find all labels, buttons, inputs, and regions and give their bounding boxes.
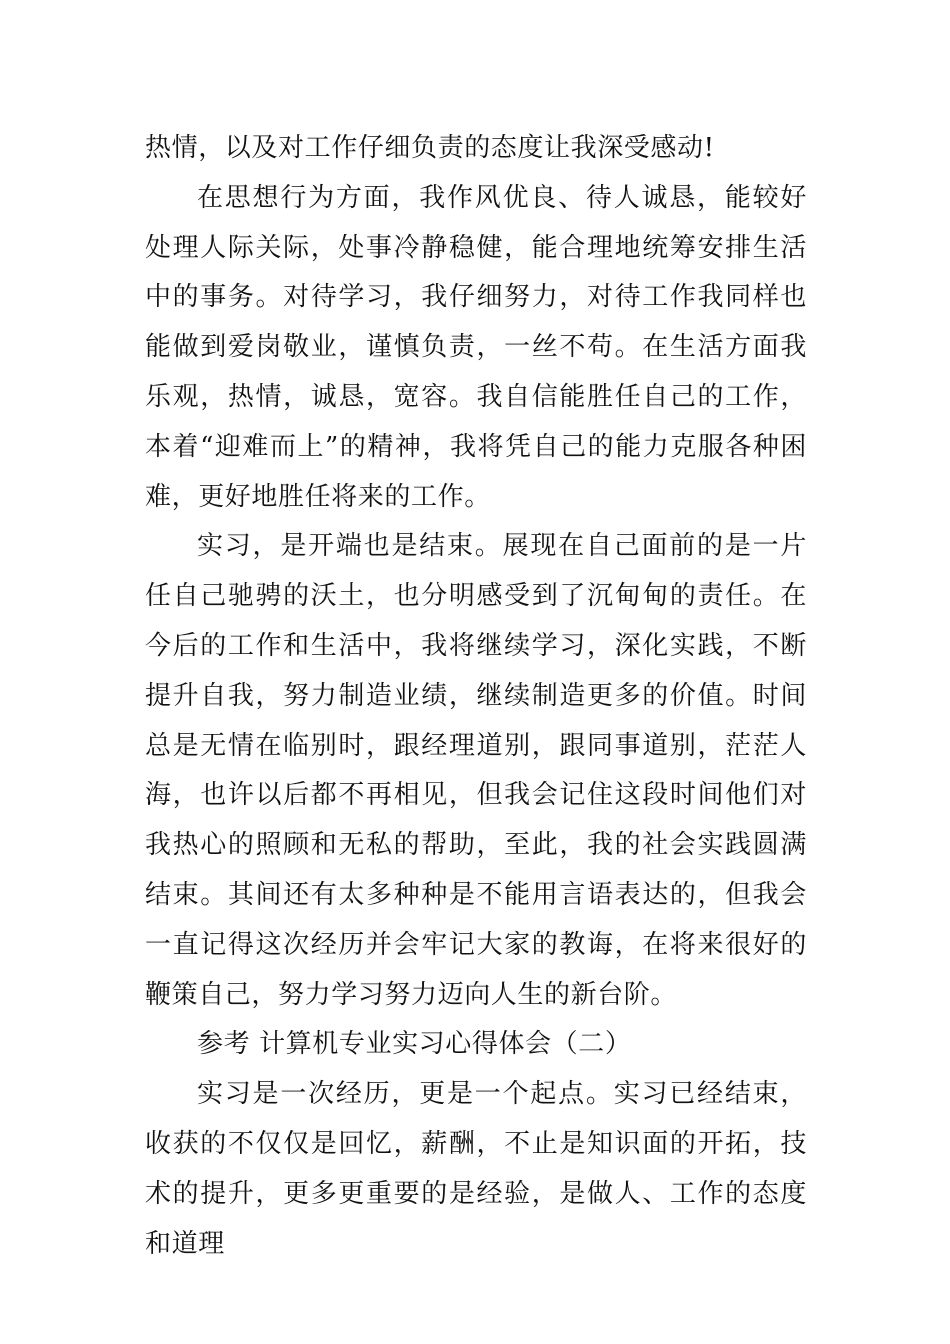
paragraph-internship-experience: 实习是一次经历，更是一个起点。实习已经结束，收获的不仅仅是回忆，薪酬，不止是知识面的开拓，技术的提升，更多更重要的是经验，是做人、工作的态度和道理 [145, 1079, 807, 1259]
paragraph-continuation: 热情，以及对工作仔细负责的态度让我深受感动! [145, 133, 715, 163]
section-heading: 参考 计算机专业实习心得体会（二） [197, 1029, 632, 1060]
paragraph-thinking-behavior: 在思想行为方面，我作风优良、待人诚恳，能较好处理人际关际，处事冷静稳健，能合理地统筹安排生活中的事务。对待学习，我仔细努力，对待工作我同样也能做到爱岗敬业，谨慎负责，一丝不苟。在生活方面我乐观，热情，诚恳，宽容。我自信能胜任自己的工作，本着“迎难而上”的精神，我将凭自己的能力克服各种困难，更好地胜任将来的工作。 [145, 182, 807, 512]
document-page [145, 124, 807, 1269]
paragraph-internship-ending: 实习，是开端也是结束。展现在自己面前的是一片任自己驰骋的沃土，也分明感受到了沉甸甸的责任。在今后的工作和生活中，我将继续学习，深化实践，不断提升自我，努力制造业绩，继续制造更多的价值。时间总是无情在临别时，跟经理道别，跟同事道别，茫茫人海，也许以后都不再相见，但我会记住这段时间他们对我热心的照顾和无私的帮助，至此，我的社会实践圆满结束。其间还有太多种种是不能用言语表达的，但我会一直记得这次经历并会牢记大家的教诲，在将来很好的鞭策自己，努力学习努力迈向人生的新台阶。 [145, 531, 807, 1010]
